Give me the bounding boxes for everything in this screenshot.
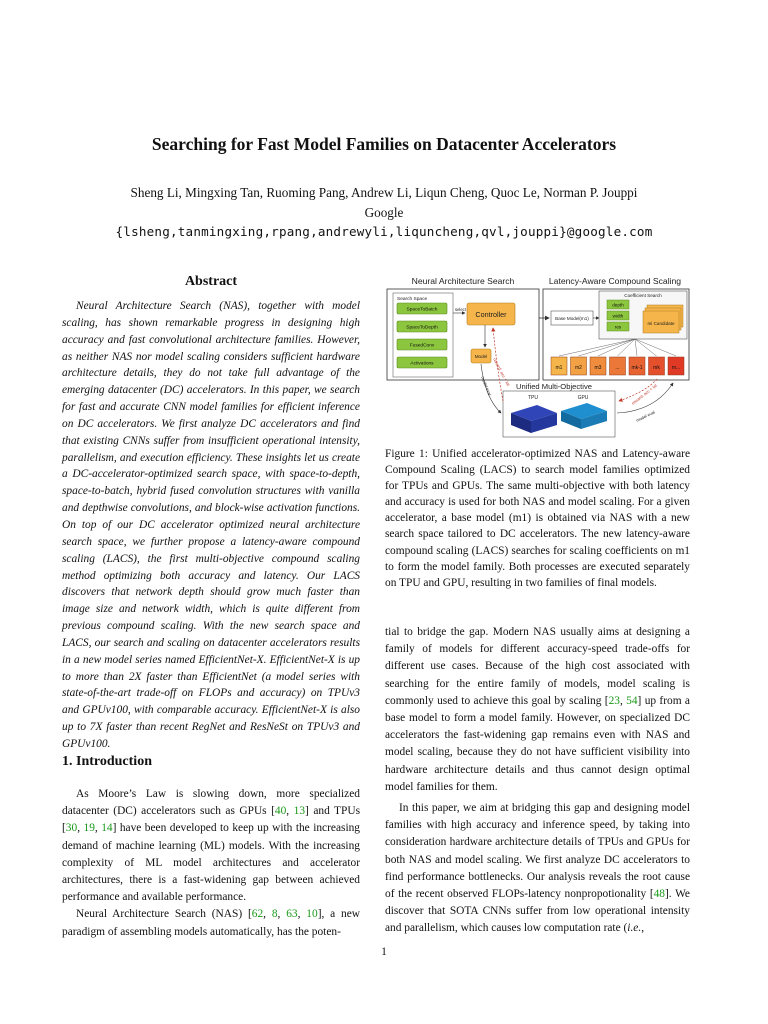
text-run: , (94, 822, 102, 835)
text-run: , (641, 922, 645, 935)
gpu-label: GPU (577, 395, 589, 401)
text-run: As Moore’s Law is slowing down, more specialized datacenter (DC) accelerators such as GPUs [ (62, 788, 360, 818)
lacs-model-eval-label: model eval (635, 409, 656, 423)
tpu-label: TPU (528, 395, 538, 401)
intro-paragraph-2 (62, 906, 360, 940)
abstract-heading: Abstract (184, 274, 238, 289)
figure-1-diagram (385, 273, 691, 439)
citation-link[interactable]: 10 (306, 908, 318, 921)
model-family-label: m... (671, 365, 681, 371)
search-space-item-label: SpaceToDepth (406, 325, 438, 331)
text-run: , (77, 822, 84, 835)
citation-link[interactable]: 40 (274, 805, 287, 818)
right-column-body (385, 624, 690, 938)
citation-link[interactable]: 19 (83, 822, 95, 835)
text-run: ] have been developed to keep up with the increasing demand of machine learning (ML) models. With the increasing complexity of ML model architectures and accelerator architectures, there is a fast-widening gap between achieved performance and available performance. (62, 822, 361, 904)
objective-label: Unified Multi-Objective (516, 382, 592, 391)
model-family-label: ... (615, 365, 620, 371)
text-run: , (263, 908, 272, 921)
citation-link[interactable]: 23 (608, 694, 620, 707)
search-space-item-label: FusedConv (409, 343, 435, 349)
lacs-title: Latency-Aware Compound Scaling (548, 276, 682, 286)
text-run: , (297, 908, 307, 921)
text-run: i.e. (627, 922, 642, 935)
tpu-chips-illustration (511, 405, 557, 433)
text-run: In this paper, we aim at bridging this gap and designing model families with high accuracy and inference speed, by taking into consideration hardware architecture details of TPUs and GPUs for both NAS and model scaling. We first analyze DC accelerators to find performance bottlenecks. Our analysis reveals the root cause of the recent observed FLOPs-latency nonpropotionality [ (385, 802, 690, 901)
page-number: 1 (381, 946, 387, 958)
text-run: , (286, 805, 294, 818)
citation-link[interactable]: 30 (65, 822, 78, 835)
family-connector (635, 339, 657, 356)
author-list: Sheng Li, Mingxing Tan, Ruoming Pang, Andrew Li, Liqun Cheng, Quoc Le, Norman P. Jouppi (130, 185, 638, 200)
author-emails: {lsheng,tanmingxing,rpang,andrewyli,liquncheng,qvl,jouppi}@google.com (115, 224, 653, 239)
text-run: , (277, 908, 287, 921)
citation-link[interactable]: 63 (286, 908, 298, 921)
coefficient-item-label: depth (612, 302, 624, 308)
model-label: Model (474, 354, 488, 359)
affiliation: Google (364, 205, 404, 220)
gpu-chips-illustration (561, 403, 607, 429)
select-label: select (455, 307, 466, 312)
nas-model-eval-label: model eval (480, 375, 493, 397)
base-model-label: Base Model(m1) (555, 316, 589, 321)
text-run: , (619, 694, 627, 707)
introduction-body (62, 786, 360, 941)
lacs-reward-label: reward: acc + lat (630, 382, 658, 406)
controller-label: Controller (475, 310, 507, 319)
text-run: ], a new paradigm of assembling models automatically, has the poten- (62, 908, 361, 938)
search-space-item-label: SpaceToBatch (406, 307, 438, 313)
coefficient-item-label: width (612, 313, 624, 319)
model-family-label: m3 (594, 365, 602, 371)
model-family-label: mk (653, 365, 660, 371)
text-run: ] and TPUs [ (62, 805, 360, 835)
text-run: Neural Architecture Search (NAS) [ (76, 908, 252, 921)
text-run: ] up from a base model to form a model family. However, on specialized DC accelerators the fast-widening gap remains even with NAS and model scaling, because they do not have sufficient visibility into hardware architecture details and thus cannot design optimal model families for them. (385, 694, 690, 793)
text-run: ]. We discover that SOTA CNNs suffer from low operational intensity and parallelism, which causes low computation rate ( (385, 888, 690, 935)
family-connector (635, 339, 637, 356)
family-connector (598, 339, 635, 356)
search-space-label: Search Space (397, 297, 428, 302)
family-connector (559, 339, 635, 356)
family-connector (635, 339, 676, 356)
model-family-label: m2 (575, 365, 582, 371)
figure-1-caption: Figure 1: Unified accelerator-optimized NAS and Latency-aware Compound Scaling (LACS) to search model families optimized for TPUs and GPUs. The same multi-objective with both latency and accuracy is used for both NAS and model scaling. For a given accelerator, a base model (m1) is obtained via NAS with a new search space tailored to DC accelerators. The new latency-aware compound scaling (LACS) searches for scaling coefficients on m1 to form the model family. Both processes are executed separately on TPU and GPU, resulting in two families of final models. (385, 448, 690, 589)
lacs-model-eval-arrow (617, 383, 673, 413)
citation-link[interactable]: 62 (251, 908, 264, 921)
right-paragraph-1 (385, 624, 690, 796)
candidate-label: mi Candidate (647, 321, 675, 326)
citation-link[interactable]: 8 (271, 908, 278, 921)
coefficient-item-label: res (614, 324, 622, 330)
text-run: tial to bridge the gap. Modern NAS usually aims at designing a family of models for different accuracy-speed trade-offs for different use cases. Because of the high cost associated with searching for the entire family of models, model scaling is commonly used to achieve this goal by scaling [ (385, 626, 690, 707)
introduction-heading: 1. Introduction (62, 754, 152, 769)
citation-link[interactable]: 48 (653, 888, 665, 901)
abstract-text: Neural Architecture Search (NAS), together with model scaling, has shown remarkable progress in designing high accuracy and fast convolutional architecture families. However, as neither NAS nor model scaling considers sufficient hardware architecture details, they do not take full advantage of the emerging datacenter (DC) accelerators. In this paper, we search for fast and accurate CNN model families for efficient inference on DC accelerators. We first analyze DC accelerators and find that existing CNNs suffer from insufficient operational intensity, parallelism, and execution efficiency. These insights let us create a DC-accelerator-optimized search space, with space-to-depth, space-to-batch, hybrid fused convolution structures with vanilla and depthwise convolutions, and block-wise activation functions. On top of our DC accelerator optimized neural architecture search space, we further propose a latency-aware compound scaling (LACS), the first multi-objective compound scaling method optimizing both accuracy and latency. Our LACS discovers that network depth should grow much faster than image size and network width, which is quite different from previous compound scaling. With the new search space and LACS, our search and scaling on datacenter accelerators results in a new model series named EfficientNet-X. EfficientNet-X is up to more than 2X faster than EfficientNet (a model series with state-of-the-art trade-off on FLOPs and accuracy) on TPUv3 and GPUv100, with comparable accuracy. EfficientNet-X is also up to 7X faster than recent RegNet and ResNeSt on TPUv3 and GPUv100. (62, 300, 360, 750)
nas-reward-label: reward: acc + lat (492, 357, 512, 387)
intro-paragraph-1 (62, 786, 360, 906)
model-family-label: m1 (555, 365, 563, 371)
search-space-item-label: Activations (410, 361, 434, 367)
nas-title: Neural Architecture Search (411, 276, 515, 286)
candidate-stack (643, 305, 683, 333)
citation-link[interactable]: 14 (101, 822, 113, 835)
citation-link[interactable]: 13 (293, 805, 306, 818)
paper-title: Searching for Fast Model Families on Datacenter Accelerators (151, 134, 617, 154)
model-family-label: mk-1 (631, 365, 643, 371)
right-paragraph-2 (385, 800, 690, 938)
coefficient-search-label: Coefficient Search (624, 293, 662, 298)
citation-link[interactable]: 54 (626, 694, 638, 707)
